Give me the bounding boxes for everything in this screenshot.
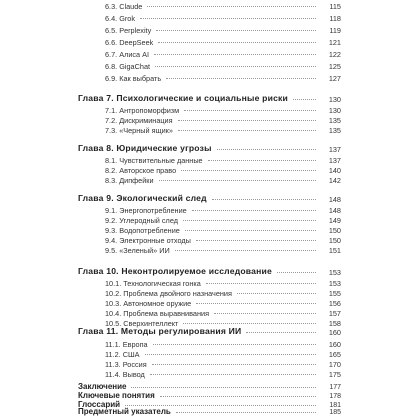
toc-entry-label: 6.6. DeepSeek <box>105 37 154 47</box>
toc-entry-label: 9.5. «Зеленый» ИИ <box>105 245 170 255</box>
toc-entry-label: 7.3. «Черный ящик» <box>105 125 173 135</box>
dot-leader <box>156 30 316 31</box>
toc-page-number: 127 <box>328 73 341 83</box>
toc-entry[interactable] <box>0 240 420 254</box>
dot-leader <box>150 374 316 375</box>
dot-leader <box>159 180 316 181</box>
toc-entry-label: 8.3. Дипфейки <box>105 175 154 185</box>
toc-page-number: 150 <box>328 235 341 245</box>
toc-page-number: 121 <box>328 37 341 47</box>
toc-page-number: 185 <box>329 409 341 416</box>
toc-entry-label: 9.1. Энергопотребление <box>105 205 187 215</box>
toc-entry-label: 11.3. Россия <box>105 359 147 369</box>
toc-page-number: 149 <box>328 215 341 225</box>
toc-page-number: 150 <box>328 225 341 235</box>
toc-page-number: 175 <box>328 369 341 379</box>
toc-page-number: 148 <box>328 205 341 215</box>
dot-leader <box>175 250 316 251</box>
toc-chapter-title: Глоссарий <box>78 400 121 409</box>
dot-leader <box>147 6 316 7</box>
dot-leader <box>155 66 316 67</box>
dot-leader <box>176 412 316 413</box>
toc-chapter-title: Глава 7. Психологические и социальные риски <box>78 93 289 104</box>
toc-entry-label: 10.3. Автономное оружие <box>105 298 192 308</box>
toc-page-number: 177 <box>329 384 341 391</box>
toc-page-number: 142 <box>328 175 341 185</box>
toc-page-number: 125 <box>328 61 341 71</box>
toc-entry[interactable] <box>0 120 420 134</box>
toc-page-number: 160 <box>328 339 341 349</box>
toc-entry-label: 10.4. Проблема выравнивания <box>105 308 210 318</box>
toc-entry-label: 8.1. Чувствительные данные <box>105 155 203 165</box>
toc-entry-label: 6.9. Как выбрать <box>105 73 162 83</box>
dot-leader <box>158 42 316 43</box>
toc-entry-label: 6.4. Grok <box>105 13 136 23</box>
dot-leader <box>246 332 316 333</box>
toc-page-number: 158 <box>328 318 341 328</box>
toc-page-number: 170 <box>328 359 341 369</box>
toc-page-number: 178 <box>329 393 341 400</box>
toc-page-number: 118 <box>329 13 341 23</box>
toc-page-number: 119 <box>329 25 341 35</box>
dot-leader <box>160 396 316 397</box>
dot-leader <box>154 54 316 55</box>
toc-entry-label: 9.4. Электронные отходы <box>105 235 191 245</box>
toc-entry-label: 6.7. Алиса AI <box>105 49 150 59</box>
toc-entry-label: 10.1. Технологическая гонка <box>105 278 201 288</box>
toc-page-number: 148 <box>328 194 341 204</box>
toc-chapter-title: Заключение <box>78 382 127 391</box>
toc-entry-label: 11.4. Вывод <box>105 369 145 379</box>
toc-entry-label: 7.1. Антропоморфизм <box>105 105 180 115</box>
toc-entry-label: 6.5. Perplexity <box>105 25 152 35</box>
toc-page-number: 157 <box>328 308 341 318</box>
toc-page-number: 122 <box>328 49 341 59</box>
toc-entry-label: 9.3. Водопотребление <box>105 225 180 235</box>
toc-entry-label: 11.1. Европа <box>105 339 148 349</box>
toc-page-number: 135 <box>328 115 341 125</box>
toc-page-number: 153 <box>328 278 341 288</box>
toc-page-number: 165 <box>328 349 341 359</box>
toc-chapter-title: Глава 11. Методы регулирования ИИ <box>78 326 242 337</box>
toc-chapter-title: Глава 10. Неконтролируемое исследование <box>78 266 273 277</box>
toc-page-number: 130 <box>328 105 341 115</box>
toc-entry[interactable] <box>0 364 420 378</box>
toc-entry-label: 6.8. GigaChat <box>105 61 151 71</box>
toc-page-number: 140 <box>328 165 341 175</box>
dot-leader <box>166 78 316 79</box>
toc-chapter-title: Ключевые понятия <box>78 391 155 400</box>
toc-entry-label: 8.2. Авторское право <box>105 165 177 175</box>
toc-page-number: 153 <box>328 267 341 277</box>
toc-chapter-title: Предметный указатель <box>78 407 171 416</box>
dot-leader <box>140 18 316 19</box>
toc-entry-label: 10.5. Сверхинтеллект <box>105 318 179 328</box>
toc-page-number: 151 <box>328 245 341 255</box>
toc-chapter-title: Глава 8. Юридические угрозы <box>78 143 212 154</box>
toc-page-number: 181 <box>329 402 341 409</box>
toc-entry[interactable] <box>0 170 420 184</box>
dot-leader <box>178 130 316 131</box>
toc-entry-label: 6.3. Claude <box>105 1 143 11</box>
toc-page-number: 137 <box>328 155 341 165</box>
toc-entry-label: 11.2. США <box>105 349 140 359</box>
toc-page-number: 115 <box>329 1 341 11</box>
toc-entry-subject-index[interactable] <box>0 406 420 416</box>
toc-page-number: 156 <box>328 298 341 308</box>
toc-entry-label: 7.2. Дискриминация <box>105 115 173 125</box>
toc-chapter-title: Глава 9. Экологический след <box>78 193 207 204</box>
toc-entry-label: 10.2. Проблема двойного назначения <box>105 288 232 298</box>
toc-entry[interactable] <box>0 68 420 82</box>
dot-leader <box>131 387 316 388</box>
toc-entry-label: 9.2. Углеродный след <box>105 215 178 225</box>
toc-page-number: 130 <box>328 94 341 104</box>
toc-page-number: 135 <box>328 125 341 135</box>
toc-page-number: 160 <box>328 327 341 337</box>
toc-page-number: 155 <box>328 288 341 298</box>
toc-page-number: 137 <box>328 144 341 154</box>
